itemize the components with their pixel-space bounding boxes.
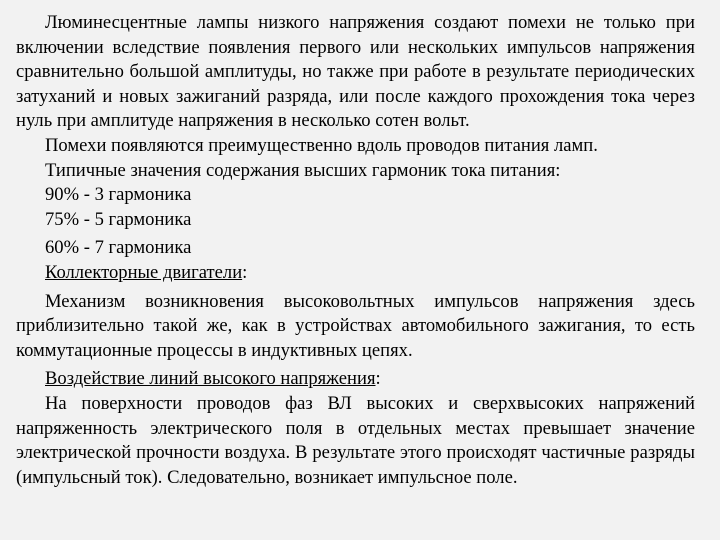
heading-collector-motors-colon: :	[242, 261, 248, 283]
heading-high-voltage-lines-colon: :	[375, 368, 381, 390]
paragraph-interference-wires: Помехи появляются преимущественно вдоль проводов питания ламп.	[45, 134, 598, 156]
heading-high-voltage-lines-text: Воздействие линий высокого напряжения	[45, 368, 376, 390]
harmonic-item-3: 90% - 3 гармоника	[45, 184, 192, 206]
paragraph-fluorescent-lamps: Люминесцентные лампы низкого напряжения создают помехи не только при включении вследствие появления первого или нескольких импульсов напряжения сравнительно большой амплитуды, но также при работе в результате периодических затуханий и новых зажиганий разряда, или после каждого прохождения тока через нуль при амплитуде напряжения в несколько сотен вольт.	[16, 12, 695, 132]
harmonic-item-7: 60% - 7 гармоника	[45, 237, 192, 259]
paragraph-high-voltage-lines: На поверхности проводов фаз ВЛ высоких и сверхвысоких напряжений напряженность электрического поля в отдельных местах превышает значение электрической прочности воздуха. В результате этого происходят частичные разряды (импульсный ток). Следовательно, возникает импульсное поле.	[16, 392, 695, 488]
paragraph-collector-motors: Механизм возникновения высоковольтных импульсов напряжения здесь приблизительно такой же, как в устройствах автомобильного зажигания, то есть коммутационные процессы в индуктивных цепях.	[16, 290, 695, 361]
heading-collector-motors	[16, 261, 695, 286]
heading-high-voltage-lines	[16, 367, 695, 392]
text-block	[16, 11, 695, 490]
heading-collector-motors-text: Коллекторные двигатели	[45, 261, 243, 283]
paragraph-harmonics-intro: Типичные значения содержания высших гармоник тока питания:	[45, 159, 561, 181]
harmonic-item-5: 75% - 5 гармоника	[45, 208, 192, 230]
